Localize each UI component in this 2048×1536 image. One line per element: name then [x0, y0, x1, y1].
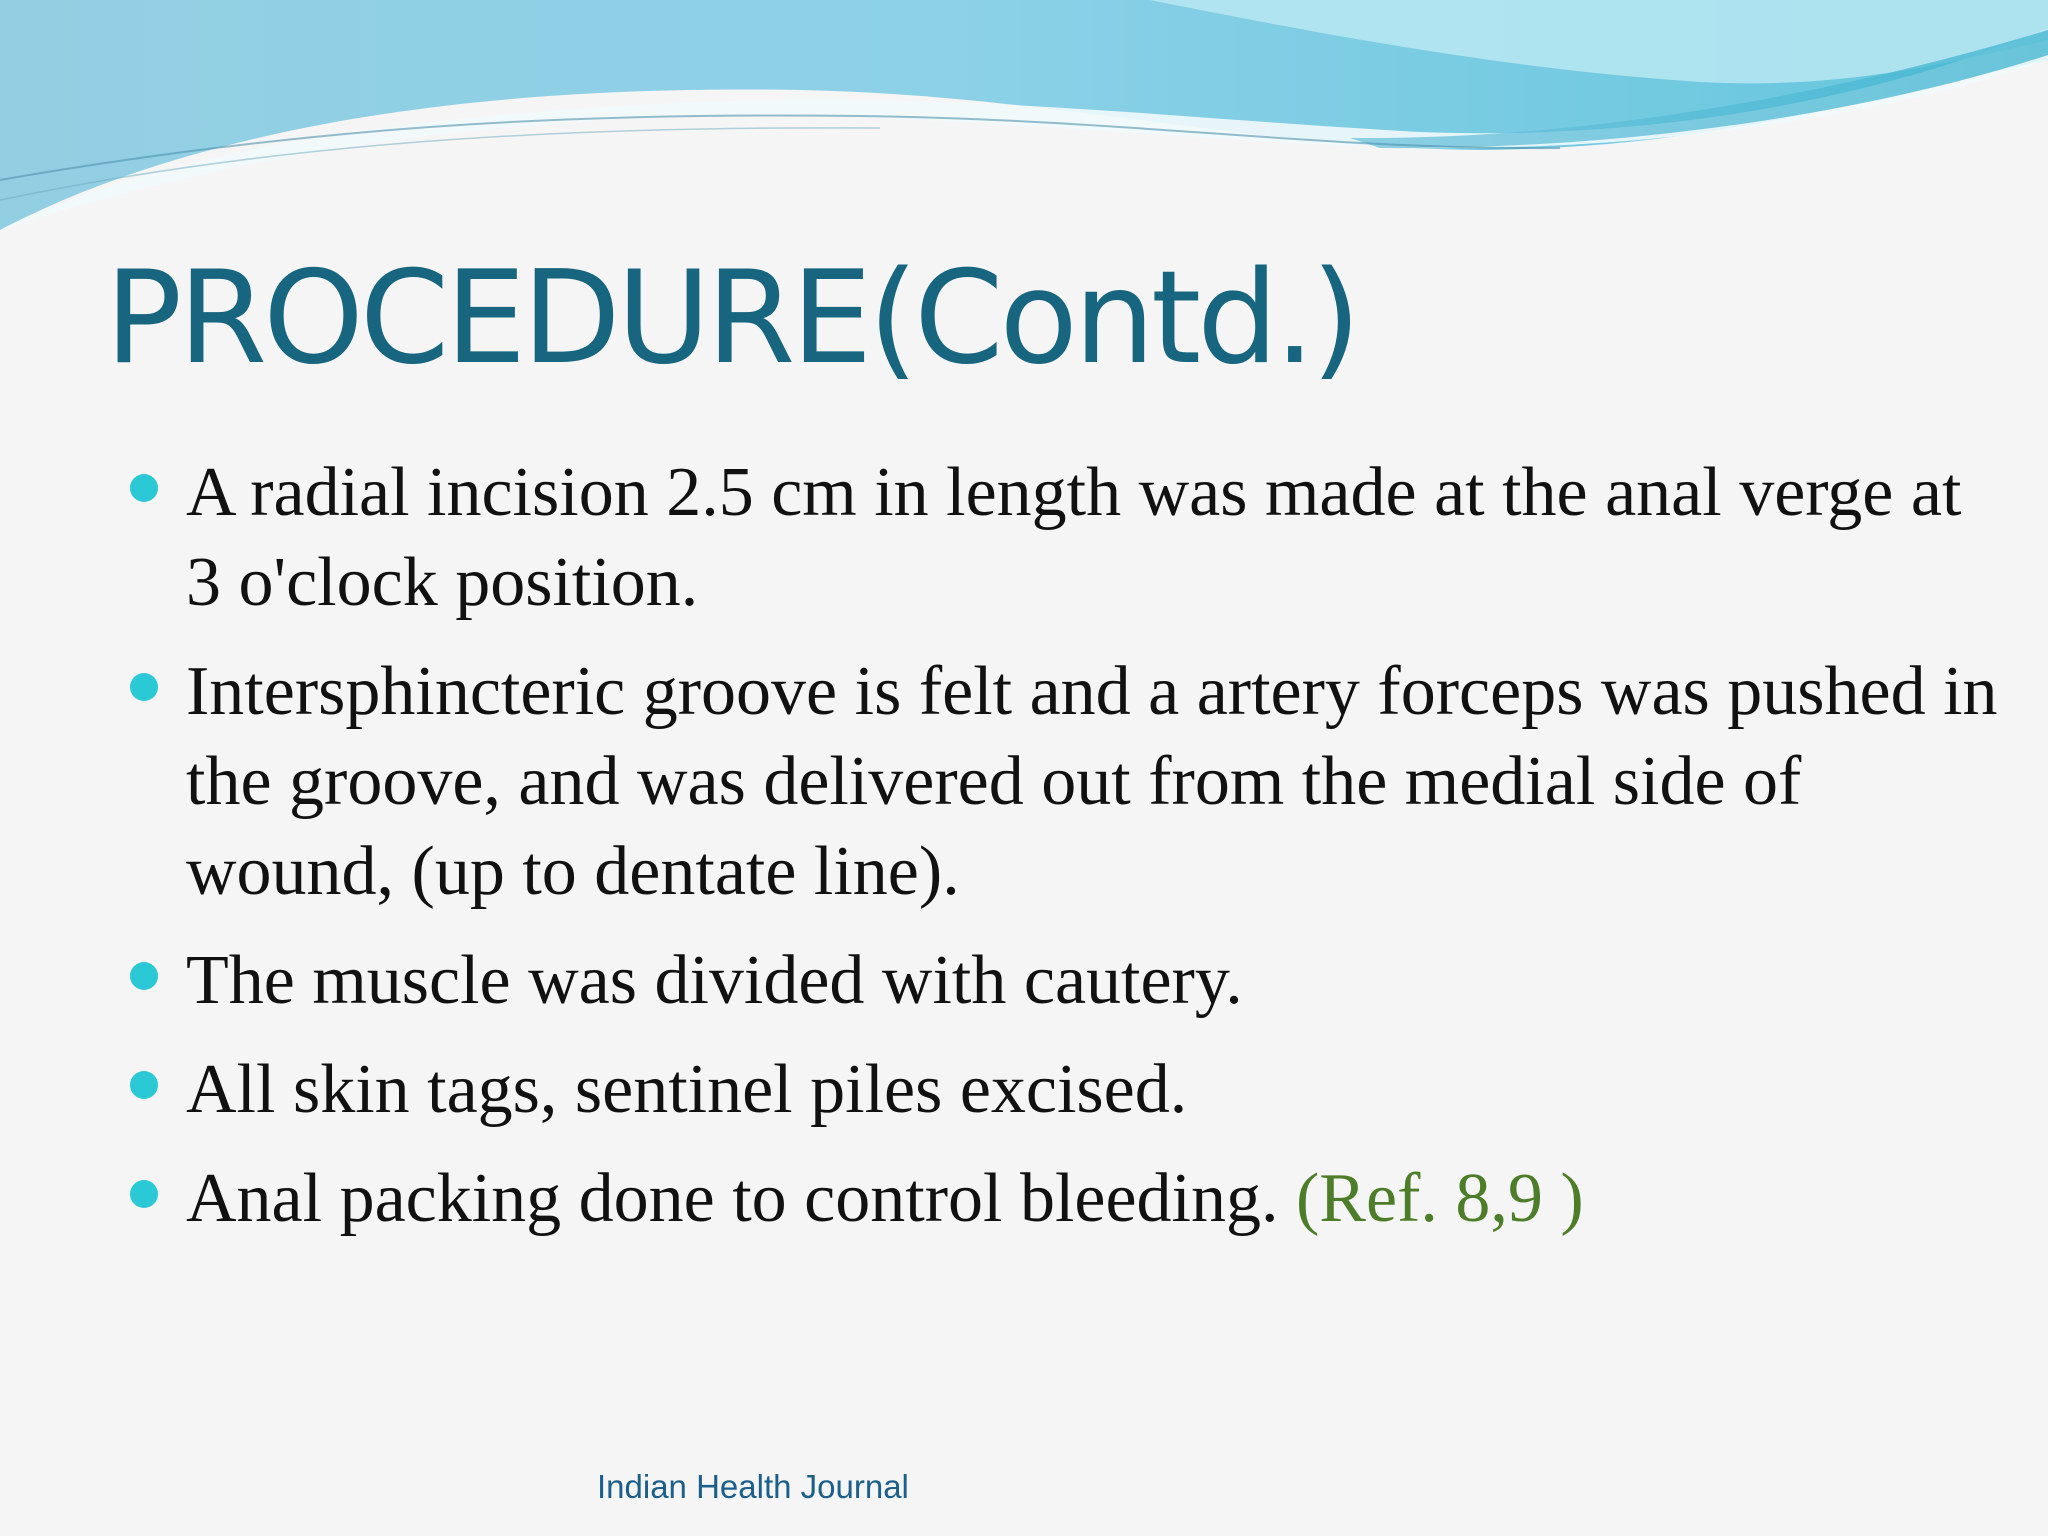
bullet-dot-icon: [130, 673, 158, 701]
bullet-text: Intersphincteric groove is felt and a artery forceps was pushed in the groove, and was delivered out from the medial side of wound, (up to dentate line).: [186, 653, 1998, 910]
bullet-item: [130, 1045, 2010, 1135]
footer-journal-name: Indian Health Journal: [597, 1468, 909, 1505]
bullet-item: [130, 1154, 2010, 1244]
bullet-dot-icon: [130, 962, 158, 990]
bullet-item: [130, 936, 2010, 1026]
slide-title: PROCEDURE(Contd.): [105, 244, 1357, 393]
bullet-text: Anal packing done to control bleeding.: [186, 1160, 1296, 1237]
bullet-item: [130, 647, 2010, 917]
header-wave-decoration: [0, 0, 2048, 240]
reference-citation: (Ref. 8,9 ): [1296, 1160, 1584, 1237]
bullet-list: [130, 448, 2010, 1263]
bullet-dot-icon: [130, 1071, 158, 1099]
bullet-text: All skin tags, sentinel piles excised.: [186, 1051, 1188, 1128]
bullet-item: [130, 448, 2010, 628]
bullet-dot-icon: [130, 474, 158, 502]
bullet-text: The muscle was divided with cautery.: [186, 942, 1243, 1019]
bullet-dot-icon: [130, 1180, 158, 1208]
bullet-text: A radial incision 2.5 cm in length was made at the anal verge at 3 o'clock position.: [186, 454, 1962, 621]
